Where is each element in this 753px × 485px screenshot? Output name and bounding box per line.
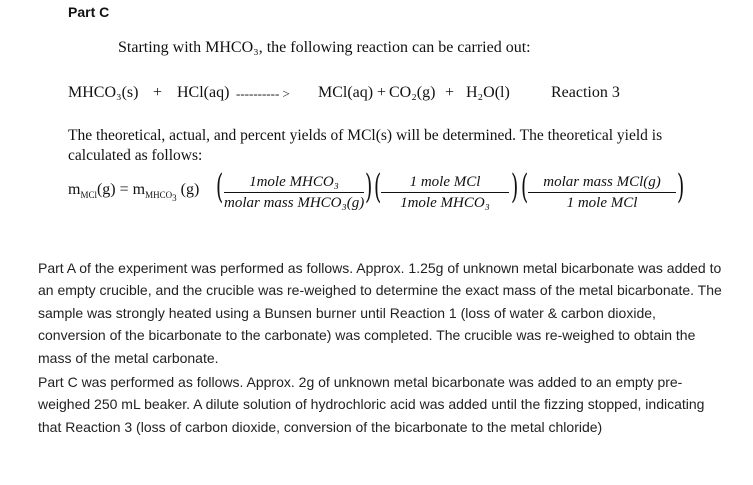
theoretical-yield-text: The theoretical, actual, and percent yields of MCl(s) will be determined. The theoretical yield is calculated as follows: [68,127,663,164]
part-heading: Part C [68,4,110,20]
fraction-2-numerator: 1 mole MCl [409,174,481,190]
plus-sign-1: + [153,84,163,101]
fraction-3-numerator: molar mass MCl(g) [543,174,661,190]
reaction-arrow: ---------- > [236,86,290,101]
plus-sign-2: + [377,84,387,101]
fraction-3-denominator: 1 mole MCl [566,195,638,212]
product-2: CO₂(g) [389,84,436,101]
intro-text: Starting with MHCO₃, the following reaction can be carried out: [118,39,531,56]
fraction-1-numerator: 1mole MHCO₃ [249,174,339,190]
fraction-2 [381,173,509,212]
reaction-label: Reaction 3 [551,84,620,101]
product-1: MCl(aq) [318,84,374,101]
part-c-description: Part C was performed as follows. Approx. 2g of unknown metal bicarbonate was added to an empty pre-weighed 250 mL beaker. A dilute solution of hydrochloric acid was added until the fizzing stopped, indicating that Reaction 3 (loss of carbon dioxide, conversion of the bicarbonate to the metal chloride) [38,374,705,435]
reactant-1: MHCO₃(s) [68,84,139,101]
plus-sign-3: + [445,84,455,101]
fraction-3 [528,173,676,212]
fraction-1-denominator: molar mass MHCO₃(g) [224,195,365,212]
product-3: H₂O(l) [466,84,510,101]
equation-lhs: $m_{MCl}(g) = m_{MHCO_3}$ (g) [68,181,200,203]
fraction-1 [224,173,364,212]
reactant-2: HCl(aq) [177,84,230,101]
part-a-description: Part A of the experiment was performed as follows. Approx. 1.25g of unknown metal bicarbonate was added to an empty crucible, and the crucible was re-weighed to determine the exact mass of the metal bicarbonate. The sample was strongly heated using a Bunsen burner until Reaction 1 (loss of water & carbon dioxide, conversion of the bicarbonate to the carbonate) was completed. The crucible was re-weighed to obtain the mass of the metal carbonate. [38,260,722,366]
fraction-2-denominator: 1mole MHCO₃ [400,195,490,212]
